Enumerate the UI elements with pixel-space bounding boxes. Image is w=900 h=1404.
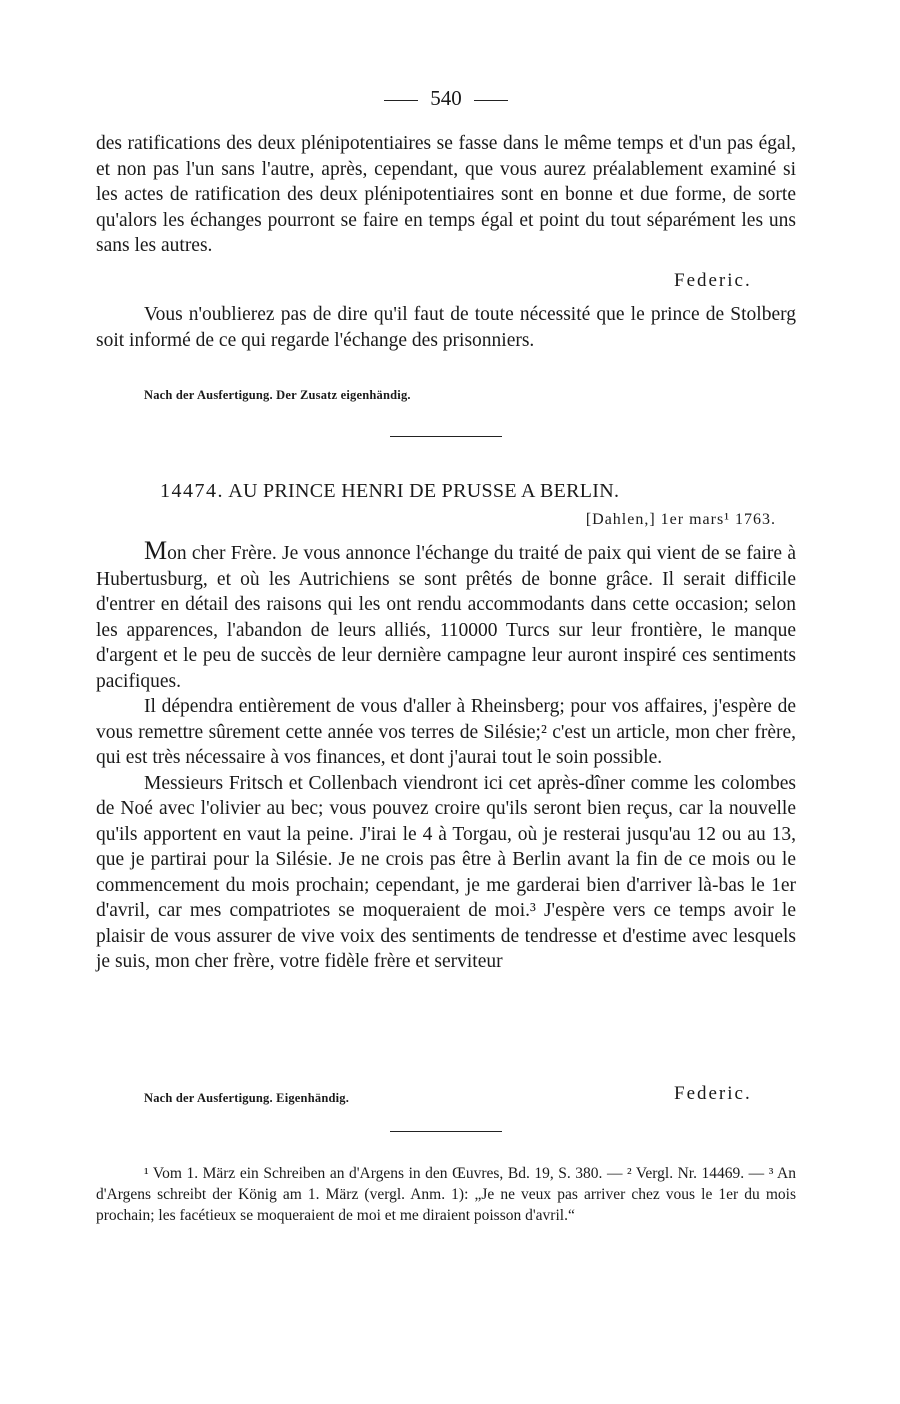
source-note-2: Nach der Ausfertigung. Eigenhändig. — [144, 1091, 350, 1105]
letter-paragraph-1 — [96, 538, 796, 694]
folio-dash-left — [384, 100, 418, 101]
letter-title: AU PRINCE HENRI DE PRUSSE A BERLIN. — [228, 480, 620, 502]
page-number-text: 540 — [430, 86, 462, 110]
letter-dateline: [Dahlen,] 1er mars¹ 1763. — [585, 511, 776, 528]
footnotes — [96, 1163, 796, 1226]
source-note-1: Nach der Ausfertigung. Der Zusatz eigenhändig. — [144, 388, 411, 402]
letter-paragraph-1-text: on cher Frère. Je vous annonce l'échange du traité de paix qui vient de se faire à Hubertusburg, et où les Autrichiens se sont prêtés de bonne grâce. Il serait difficile d'entrer en détail des raisons qui les ont rendu accommodants dans cette occasion; selon les apparences, l'abandon de leurs alliés, 110000 Turcs sur leur frontière, le manque d'argent et le peu de succès de leur dernière campagne leur auront inspiré ces sentiments pacifiques. — [96, 543, 796, 692]
postscript-paragraph: Vous n'oublierez pas de dire qu'il faut de toute nécessité que le prince de Stolberg soit informé de ce qui regarde l'échange des prisonniers. — [96, 304, 796, 351]
opening-initial: M — [144, 536, 168, 565]
signature-1: Federic. — [674, 270, 752, 291]
letter-heading — [160, 480, 800, 503]
section-rule-1 — [390, 436, 502, 437]
signature-2: Federic. — [674, 1083, 752, 1104]
letter-paragraph-3: Messieurs Fritsch et Collenbach viendront ici cet après-dîner comme les colombes de Noé avec l'olivier au bec; vous pouvez croire qu'ils seront bien reçus, car la nouvelle qu'ils apportent en vaut la peine. J'irai le 4 à Torgau, où je resterai jusqu'au 12 ou au 13, que je partirai pour la Silésie. Je ne crois pas être à Berlin avant la fin de ce mois ou le commencement du mois prochain; cependant, je me garderai bien d'arriver là-bas le 1er d'avril, car mes compatriotes se moqueraient de moi.³ J'espère vers ce temps avoir le plaisir de vous assurer de vive voix des sentiments de tendresse et d'estime avec lesquels je suis, mon cher frère, votre fidèle frère et serviteur — [96, 772, 796, 972]
letter-number: 14474. — [160, 480, 224, 502]
letter-paragraph-2: Il dépendra entièrement de vous d'aller à Rheinsberg; pour vos affaires, j'espère de vous remettre sûrement cette année vos terres de Silésie;² c'est un article, mon cher frère, qui est très nécessaire à vos finances, et dont j'aurai tout le soin possible. — [96, 696, 796, 768]
postscript-block — [96, 302, 796, 353]
section-rule-2 — [390, 1131, 502, 1132]
previous-letter-end — [96, 131, 796, 259]
folio-dash-right — [474, 100, 508, 101]
page-number — [96, 86, 796, 111]
continuation-paragraph: des ratifications des deux plénipotentiaires se fasse dans le même temps et d'un pas égal, et non pas l'un sans l'autre, après, cependant, que vous aurez préalablement examiné si les actes de ratification des deux plénipotentiaires sont en bonne et due forme, de sorte qu'alors les échanges pourront se faire en temps égal et point du tout séparément les uns sans les autres. — [96, 133, 796, 256]
footnote-text: ¹ Vom 1. März ein Schreiben an d'Argens in den Œuvres, Bd. 19, S. 380. — ² Vergl. Nr. 14469. — ³ An d'Argens schreibt der König am 1. März (vergl. Anm. 1): „Je ne veux pas arriver chez vous le 1er du mois prochain; les facétieux se moqueraient de moi et me diraient poisson d'avril.“ — [96, 1165, 796, 1224]
letter-body — [96, 538, 796, 975]
